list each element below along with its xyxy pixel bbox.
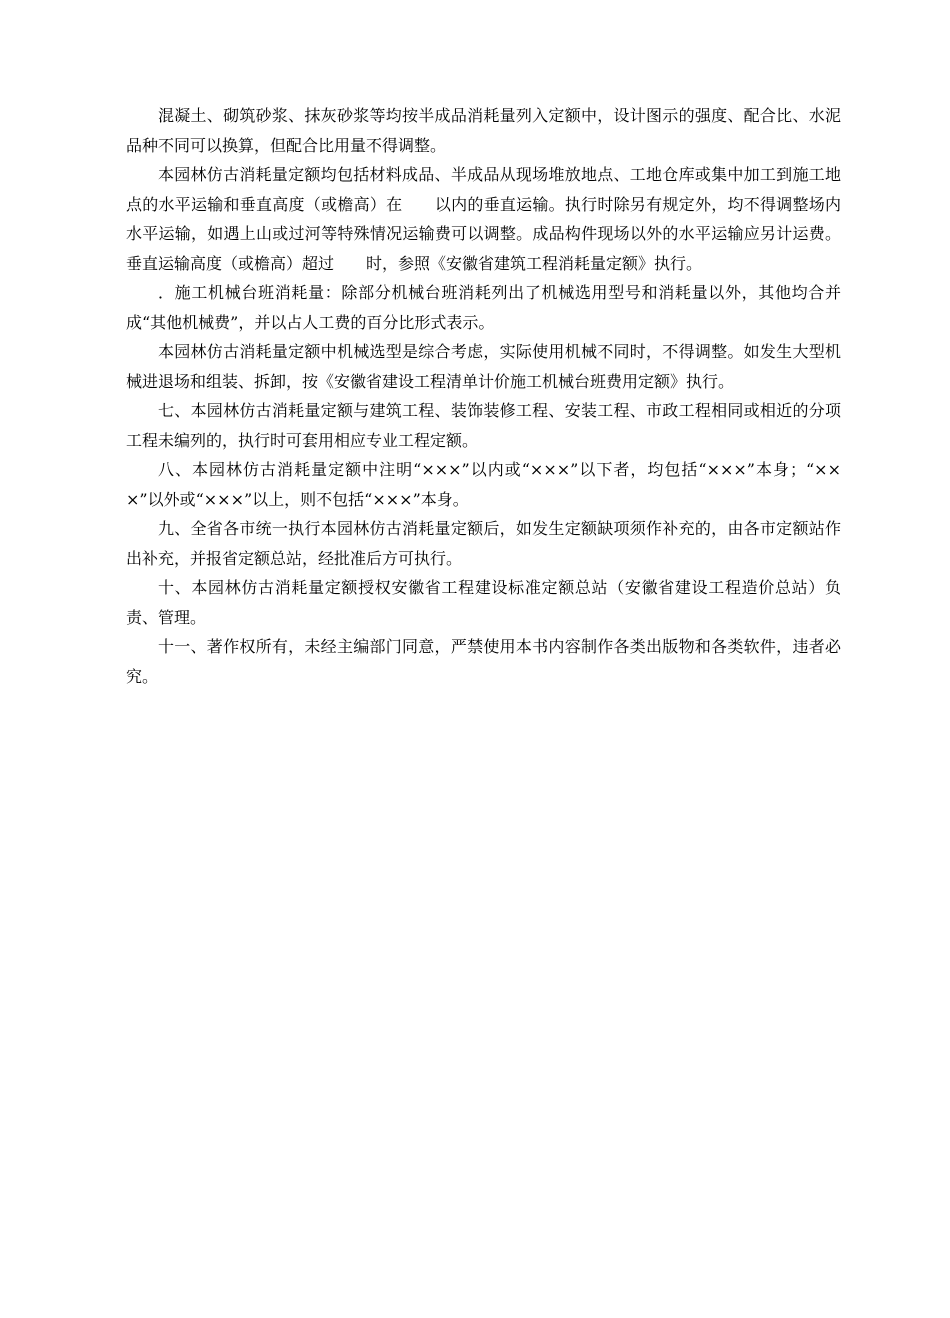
paragraph-material-transport: 本园林仿古消耗量定额均包括材料成品、半成品从现场堆放地点、工地仓库或集中加工到施工地点的水平运输和垂直高度（或檐高）在 以内的垂直运输。执行时除另有规定外，均不得调整场内水平运输，如遇上山或过河等特殊情况运输费可以调整。成品构件现场以外的水平运输应另计运费。垂直运输高度（或檐高）超过 时，参照《安徽省建筑工程消耗量定额》执行。	[126, 165, 841, 273]
paragraph-item-seven: 七、本园林仿古消耗量定额与建筑工程、装饰装修工程、安装工程、市政工程相同或相近的分项工程未编列的，执行时可套用相应专业工程定额。	[126, 401, 841, 450]
paragraph-machine-selection: 本园林仿古消耗量定额中机械选型是综合考虑，实际使用机械不同时，不得调整。如发生大型机械进退场和组装、拆卸，按《安徽省建设工程清单计价施工机械台班费用定额》执行。	[126, 342, 841, 391]
paragraph-item-ten: 十、本园林仿古消耗量定额授权安徽省工程建设标准定额总站（安徽省建设工程造价总站）负责、管理。	[126, 578, 841, 627]
paragraph-machine-shifts: ．施工机械台班消耗量：除部分机械台班消耗列出了机械选用型号和消耗量以外，其他均合并成“其他机械费”，并以占人工费的百分比形式表示。	[126, 283, 841, 332]
paragraph-item-eleven: 十一、著作权所有，未经主编部门同意，严禁使用本书内容制作各类出版物和各类软件，违者必究。	[126, 637, 841, 686]
document-body	[126, 101, 841, 691]
paragraph-concrete-mortar: 混凝土、砌筑砂浆、抹灰砂浆等均按半成品消耗量列入定额中，设计图示的强度、配合比、水泥品种不同可以换算，但配合比用量不得调整。	[126, 106, 841, 155]
paragraph-item-eight: 八、本园林仿古消耗量定额中注明“×××”以内或“×××”以下者，均包括“×××”本身；“×××”以外或“×××”以上，则不包括“×××”本身。	[126, 460, 841, 509]
paragraph-item-nine: 九、全省各市统一执行本园林仿古消耗量定额后，如发生定额缺项须作补充的，由各市定额站作出补充，并报省定额总站，经批准后方可执行。	[126, 519, 841, 568]
